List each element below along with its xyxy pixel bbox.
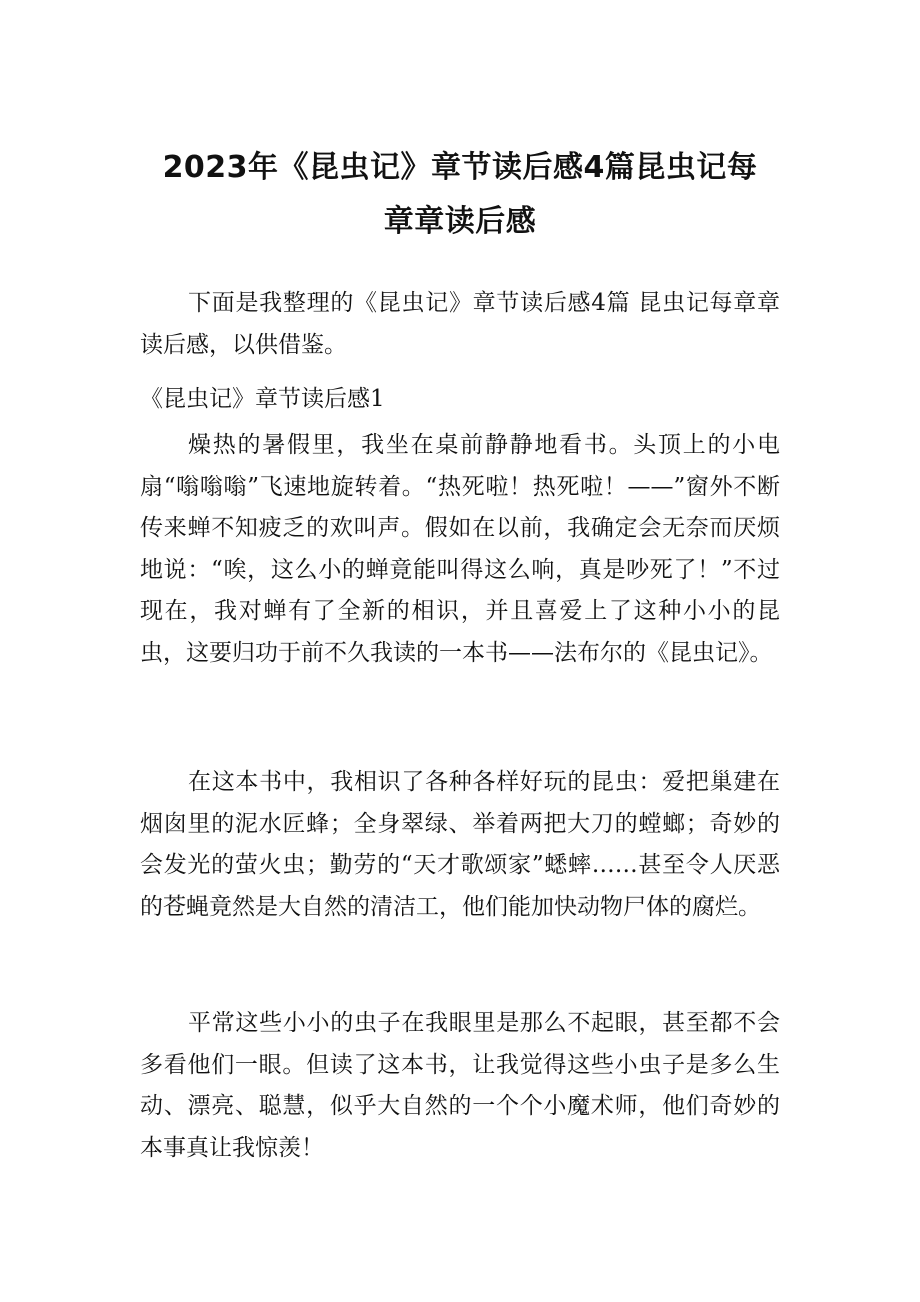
intro-paragraph: 下面是我整理的《昆虫记》章节读后感4篇 昆虫记每章章读后感，以供借鉴。 [140,290,780,358]
section-heading: 《昆虫记》章节读后感1 [140,386,385,412]
document-title-line-2: 章章读后感 [383,204,537,239]
body-paragraph: 在这本书中，我相识了各种各样好玩的昆虫：爱把巢建在烟囱里的泥水匠蜂；全身翠绿、举着两把大刀的螳螂；奇妙的会发光的萤火虫；勤劳的“天才歌颂家”蟋蟀……甚至令人厌恶的苍蝇竟然是大自然的清洁工，他们能加快动物尸体的腐烂。 [140,769,780,920]
document-title-line-1: 2023年《昆虫记》章节读后感4篇昆虫记每 [162,150,758,185]
body-paragraph: 燥热的暑假里，我坐在桌前静静地看书。头顶上的小电扇“嗡嗡嗡”飞速地旋转着。“热死啦！热死啦！——”窗外不断传来蝉不知疲乏的欢叫声。假如在以前，我确定会无奈而厌烦地说：“唉，这么小的蝉竟能叫得这么响，真是吵死了！”不过现在，我对蝉有了全新的相识，并且喜爱上了这种小小的昆虫，这要归功于前不久我读的一本书——法布尔的《昆虫记》。 [140,432,780,666]
body-paragraph: 平常这些小小的虫子在我眼里是那么不起眼，甚至都不会多看他们一眼。但读了这本书，让我觉得这些小虫子是多么生动、漂亮、聪慧，似乎大自然的一个个小魔术师，他们奇妙的本事真让我惊羡！ [140,1010,780,1161]
